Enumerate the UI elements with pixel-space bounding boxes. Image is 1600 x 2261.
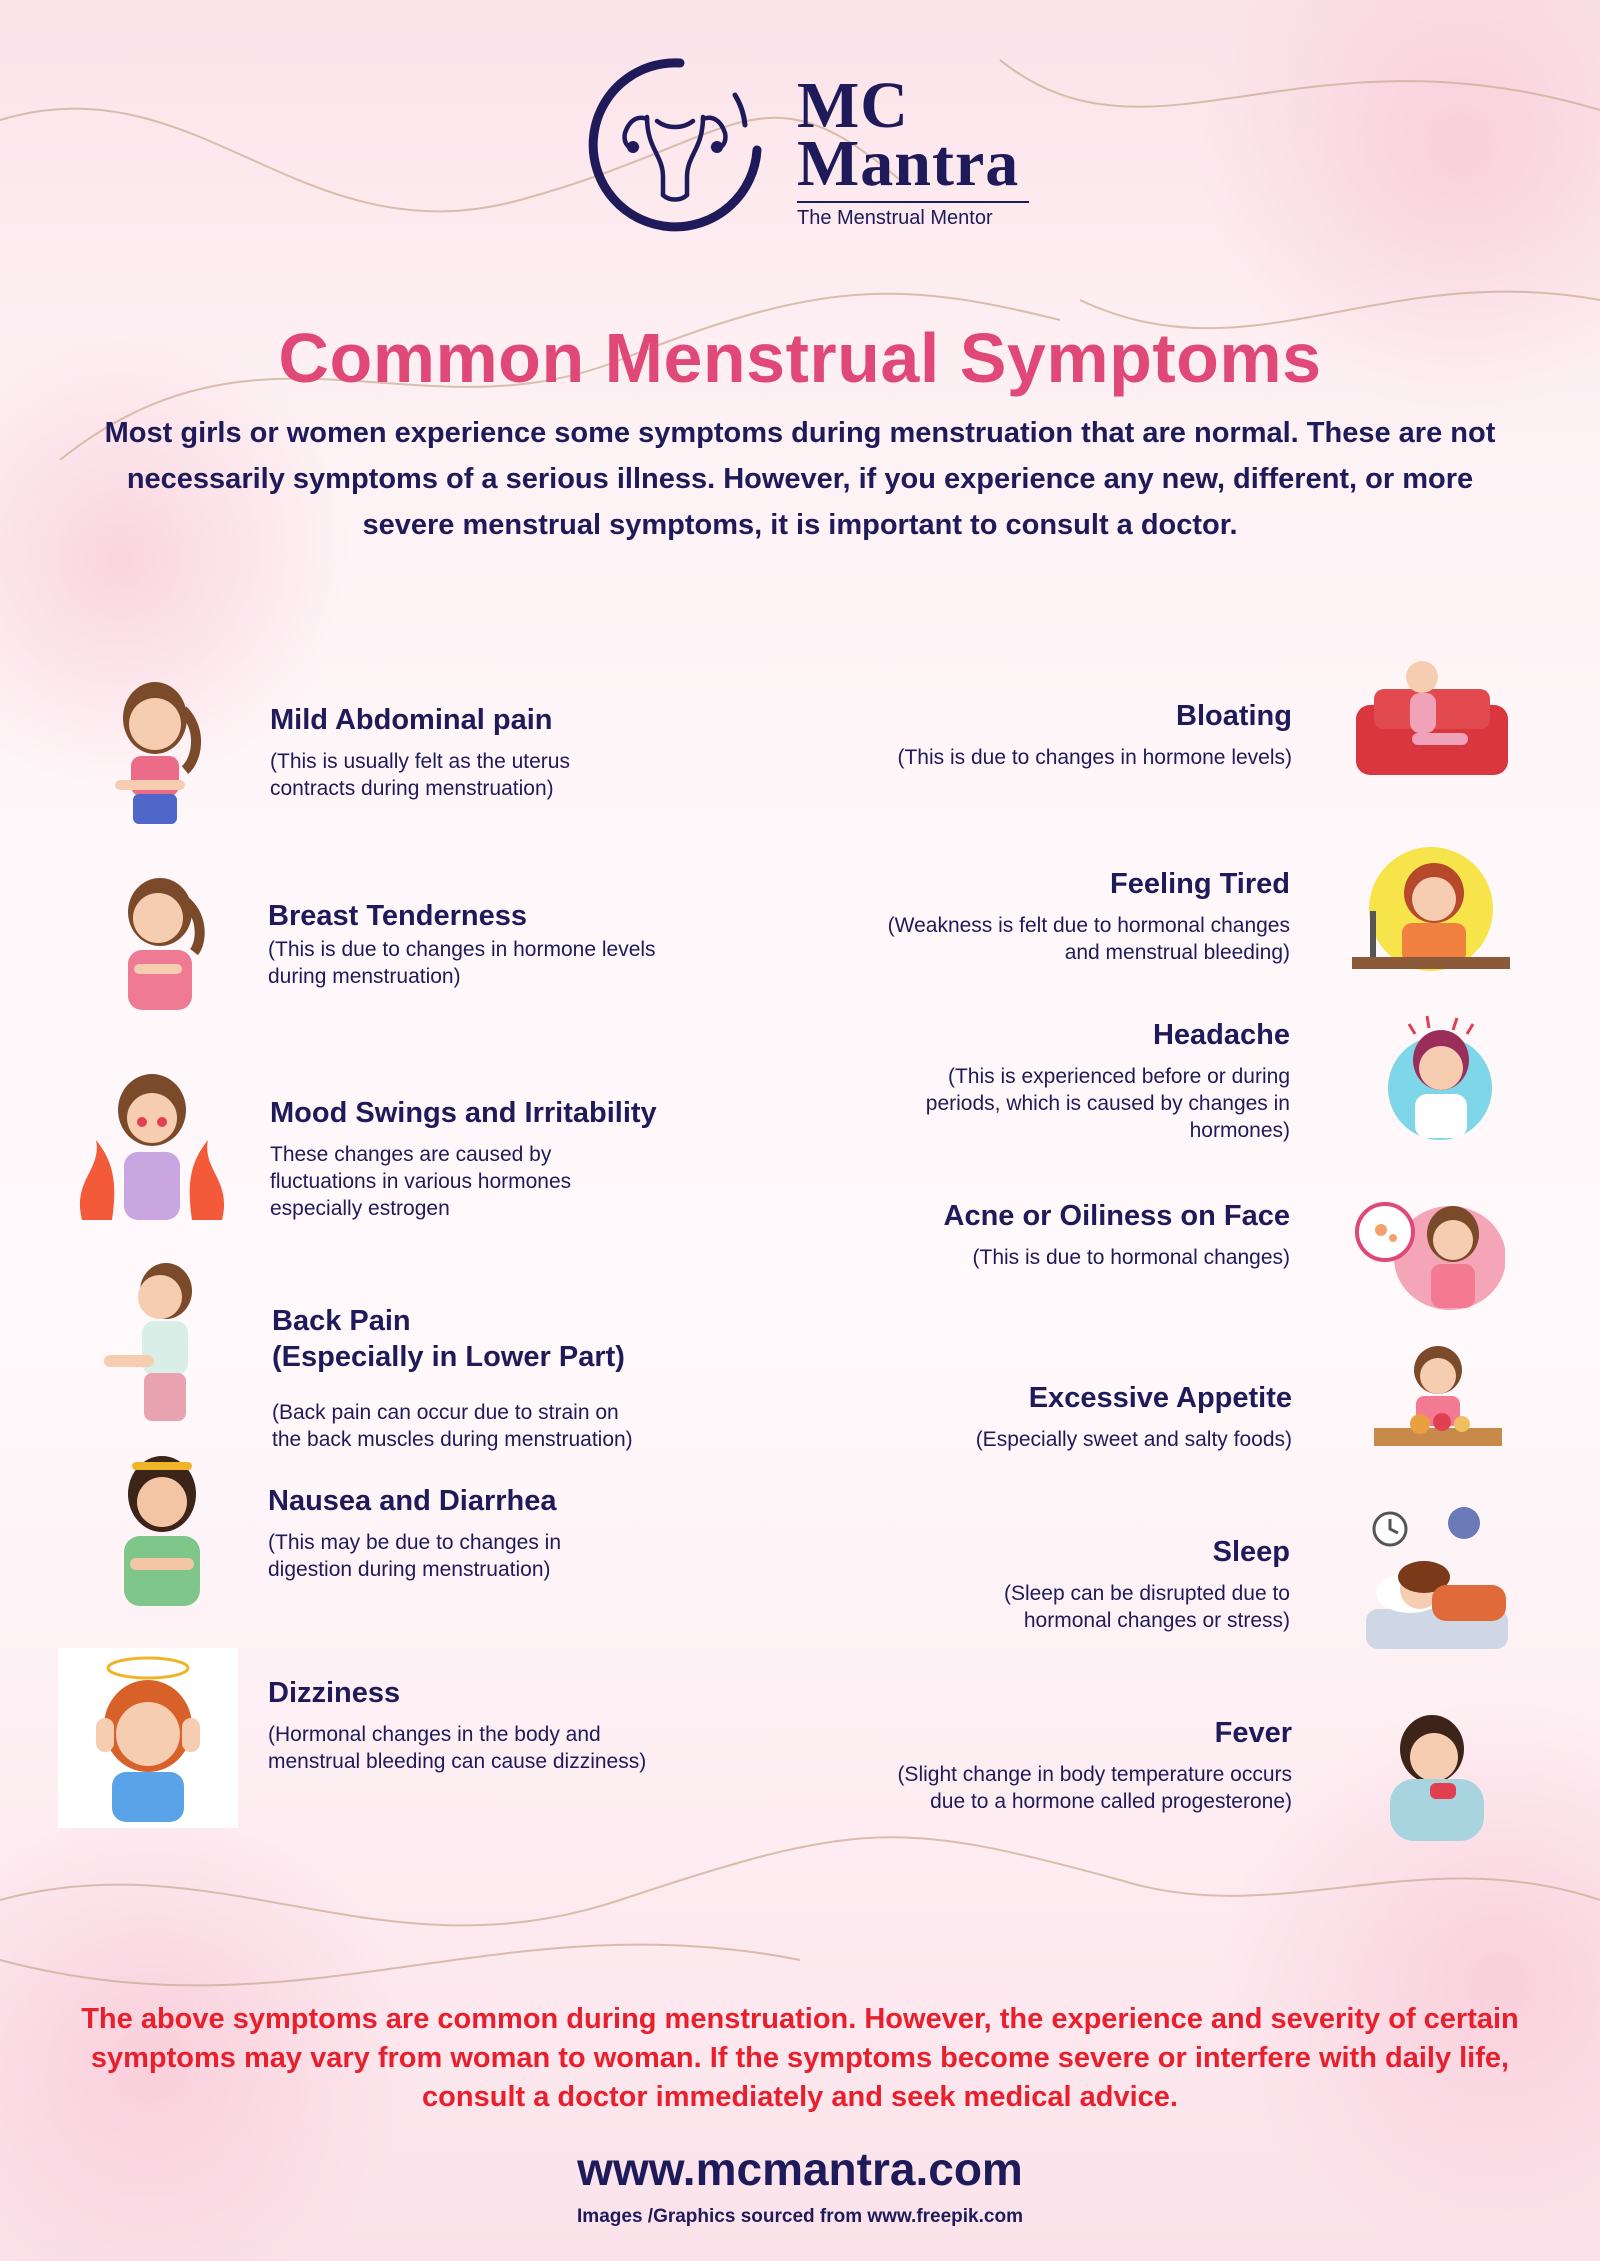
symptom-description: (This is usually felt as the uterus contracts during menstruation) <box>270 750 570 800</box>
symptom-name: Fever <box>1214 1717 1292 1749</box>
mood-swings-illustration-icon <box>72 1060 232 1230</box>
symptom-description: (Slight change in body temperature occurs due to a hormone called progesterone) <box>897 1763 1292 1813</box>
symptom-mood-swings <box>270 1095 760 1222</box>
appetite-illustration-icon <box>1368 1340 1508 1460</box>
fever-illustration-icon <box>1370 1705 1500 1845</box>
symptom-name: Nausea and Diarrhea <box>268 1485 557 1517</box>
bloating-illustration-icon <box>1352 655 1512 795</box>
symptom-feeling-tired <box>770 866 1290 966</box>
symptom-name: Excessive Appetite <box>1028 1382 1292 1414</box>
nausea-illustration-icon <box>80 1448 240 1618</box>
headache-illustration-icon <box>1375 1010 1505 1145</box>
symptom-bloating <box>772 698 1292 771</box>
symptom-name: Back Pain (Especially in Lower Part) <box>272 1305 625 1373</box>
symptom-description: (This is due to changes in hormone levels) <box>897 746 1292 769</box>
sleep-illustration-icon <box>1362 1505 1512 1655</box>
symptom-fever <box>772 1715 1292 1815</box>
page-title: Common Menstrual Symptoms <box>278 319 1322 397</box>
back-pain-illustration-icon <box>70 1255 230 1425</box>
symptom-mild-abdominal-pain <box>270 702 760 802</box>
symptom-breast-tenderness <box>268 898 758 990</box>
brand-line-2: Mantra <box>797 127 1020 200</box>
symptom-sleep <box>770 1534 1290 1634</box>
symptom-description: (Weakness is felt due to hormonal changes and menstrual bleeding) <box>887 914 1290 964</box>
symptom-description: (Hormonal changes in the body and menstrual bleeding can cause dizziness) <box>268 1723 647 1773</box>
symptom-excessive-appetite <box>772 1380 1292 1453</box>
symptom-name: Bloating <box>1176 700 1292 732</box>
image-credit: Images /Graphics sourced from www.freepik.com <box>577 2206 1023 2227</box>
symptom-back-pain <box>272 1285 762 1471</box>
feeling-tired-illustration-icon <box>1352 845 1510 985</box>
symptom-description: (This may be due to changes in digestion during menstruation) <box>268 1531 561 1581</box>
uterus-logo-icon <box>585 55 765 235</box>
symptom-dizziness <box>268 1675 758 1775</box>
symptom-nausea-diarrhea <box>268 1483 758 1583</box>
symptom-name: Breast Tenderness <box>268 900 527 932</box>
abdominal-pain-illustration-icon <box>75 660 235 830</box>
symptom-name: Mild Abdominal pain <box>270 704 553 736</box>
brand-line-1: MC <box>797 69 909 142</box>
symptom-description: (This is due to hormonal changes) <box>972 1246 1290 1269</box>
symptom-name: Acne or Oiliness on Face <box>943 1200 1290 1232</box>
symptom-description: (Sleep can be disrupted due to hormonal changes or stress) <box>1003 1582 1290 1632</box>
symptom-headache <box>770 1017 1290 1144</box>
logo <box>585 55 1035 245</box>
symptom-description: (This is due to changes in hormone levels during menstruation) <box>268 938 656 988</box>
symptom-description: (Back pain can occur due to strain on the back muscles during menstruation) <box>272 1401 633 1451</box>
brand-name <box>797 69 1029 230</box>
disclaimer-note: The above symptoms are common during menstruation. However, the experience and severity of certain symptoms may vary from woman to woman. If the symptoms become severe or interfere with daily life, consult a doctor immediately and seek medical advice. <box>81 2003 1519 2113</box>
symptom-name: Mood Swings and Irritability <box>270 1097 657 1129</box>
breast-tenderness-illustration-icon <box>80 860 240 1030</box>
acne-illustration-icon <box>1355 1188 1505 1313</box>
intro-text: Most girls or women experience some symptoms during menstruation that are normal. These are not necessarily symptoms of a serious illness. However, if you experience any new, different, or more severe menstrual symptoms, it is important to consult a doctor. <box>104 417 1496 541</box>
dizziness-illustration-icon <box>58 1648 238 1828</box>
symptom-description: (This is experienced before or during periods, which is caused by changes in hormones) <box>925 1065 1290 1142</box>
symptom-name: Headache <box>1152 1019 1290 1051</box>
symptom-acne <box>770 1198 1290 1271</box>
symptom-name: Dizziness <box>268 1677 401 1709</box>
symptom-description: (Especially sweet and salty foods) <box>975 1428 1292 1451</box>
symptom-name: Feeling Tired <box>1110 868 1290 900</box>
symptom-description: These changes are caused by fluctuations in various hormones especially estrogen <box>270 1143 572 1220</box>
brand-tagline: The Menstrual Mentor <box>797 201 1029 230</box>
website-link[interactable]: www.mcmantra.com <box>577 2143 1023 2195</box>
symptom-name: Sleep <box>1212 1536 1290 1568</box>
